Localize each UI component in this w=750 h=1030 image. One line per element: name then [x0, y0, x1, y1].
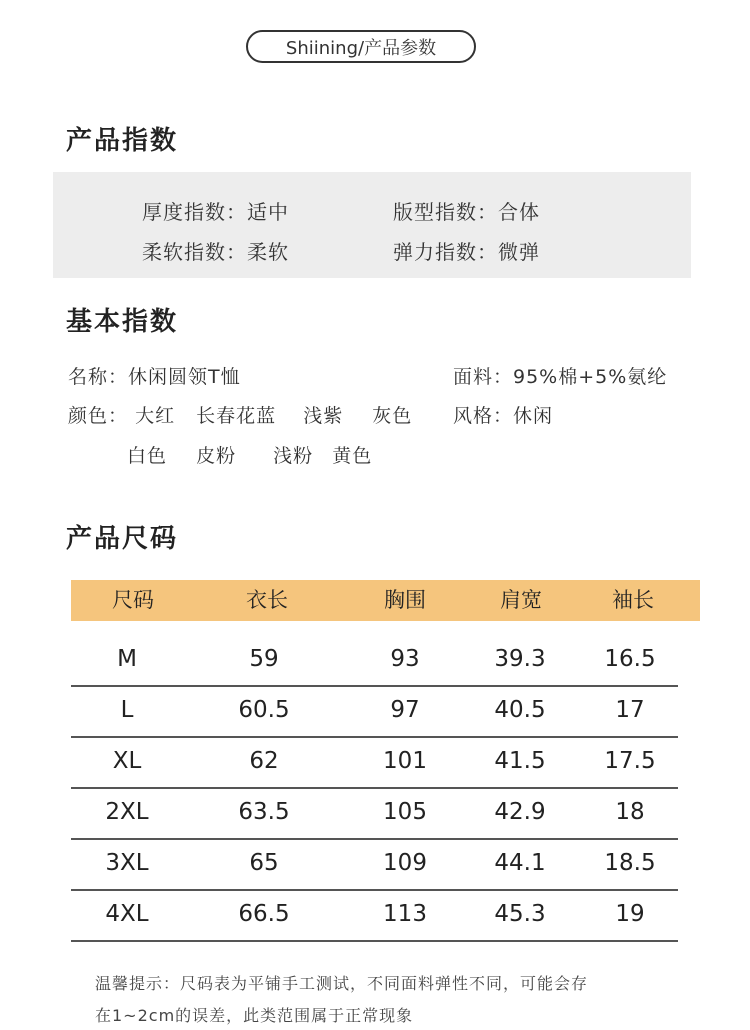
colors-line-2 — [127, 441, 372, 468]
brand-pill-label: Shiining/产品参数 — [285, 37, 437, 59]
basic-info-title: 基本指数 — [66, 307, 179, 337]
cell-sleeve: 17 — [615, 697, 645, 723]
header-length: 衣长 — [246, 588, 288, 612]
cell-sleeve: 17.5 — [604, 748, 656, 774]
color-option: 长春花蓝 — [196, 405, 277, 427]
cell-size: 3XL — [105, 850, 149, 876]
cell-size: 2XL — [105, 799, 149, 825]
cell-shoulder: 39.3 — [494, 646, 546, 672]
cell-chest: 93 — [390, 646, 420, 672]
cell-length: 60.5 — [238, 697, 290, 723]
colors-line-1 — [68, 401, 412, 428]
header-sleeve: 袖长 — [612, 588, 654, 612]
color-label: 颜色： — [68, 405, 129, 427]
header-chest: 胸围 — [384, 588, 426, 612]
cell-shoulder: 44.1 — [494, 850, 546, 876]
color-option: 白色 — [127, 445, 168, 467]
tip-line-2: 在1~2cm的误差，此类范围属于正常现象 — [95, 1006, 414, 1025]
color-option: 浅紫 — [303, 405, 344, 427]
product-style: 风格：休闲 — [453, 405, 554, 427]
cell-shoulder: 45.3 — [494, 901, 546, 927]
size-table-header — [71, 580, 700, 621]
table-row — [71, 634, 678, 687]
size-chart-title: 产品尺码 — [66, 524, 179, 554]
color-option: 灰色 — [372, 405, 413, 427]
color-option: 黄色 — [332, 445, 373, 467]
table-row — [71, 889, 678, 942]
elasticity-index: 弹力指数：微弹 — [393, 240, 540, 264]
header-shoulder: 肩宽 — [500, 588, 542, 612]
cell-size: L — [120, 697, 134, 723]
cell-chest: 101 — [383, 748, 427, 774]
cell-length: 65 — [249, 850, 279, 876]
product-fabric: 面料：95%棉+5%氨纶 — [453, 366, 668, 388]
thickness-index: 厚度指数：适中 — [142, 200, 289, 224]
cell-sleeve: 18.5 — [604, 850, 656, 876]
cell-shoulder: 41.5 — [494, 748, 546, 774]
cell-shoulder: 40.5 — [494, 697, 546, 723]
cell-chest: 113 — [383, 901, 427, 927]
brand-pill — [246, 30, 476, 63]
header-size: 尺码 — [112, 588, 154, 612]
cell-shoulder: 42.9 — [494, 799, 546, 825]
cell-size: XL — [112, 748, 142, 774]
product-index-title: 产品指数 — [66, 126, 179, 156]
cell-sleeve: 16.5 — [604, 646, 656, 672]
table-row — [71, 685, 678, 738]
fit-index: 版型指数：合体 — [393, 200, 540, 224]
softness-index: 柔软指数：柔软 — [142, 240, 289, 264]
cell-chest: 105 — [383, 799, 427, 825]
cell-chest: 97 — [390, 697, 420, 723]
cell-sleeve: 18 — [615, 799, 645, 825]
color-option: 浅粉 — [273, 445, 314, 467]
cell-sleeve: 19 — [615, 901, 645, 927]
cell-length: 59 — [249, 646, 279, 672]
product-name: 名称：休闲圆领T恤 — [68, 366, 241, 388]
cell-length: 62 — [249, 748, 279, 774]
table-row — [71, 838, 678, 891]
cell-length: 66.5 — [238, 901, 290, 927]
cell-length: 63.5 — [238, 799, 290, 825]
cell-size: M — [117, 646, 137, 672]
color-option: 皮粉 — [196, 445, 237, 467]
tip-line-1: 温馨提示：尺码表为平铺手工测试，不同面料弹性不同，可能会存 — [95, 974, 589, 993]
color-option: 大红 — [135, 405, 176, 427]
table-row — [71, 736, 678, 789]
product-index-panel — [53, 172, 691, 278]
cell-chest: 109 — [383, 850, 427, 876]
cell-size: 4XL — [105, 901, 149, 927]
table-row — [71, 787, 678, 840]
